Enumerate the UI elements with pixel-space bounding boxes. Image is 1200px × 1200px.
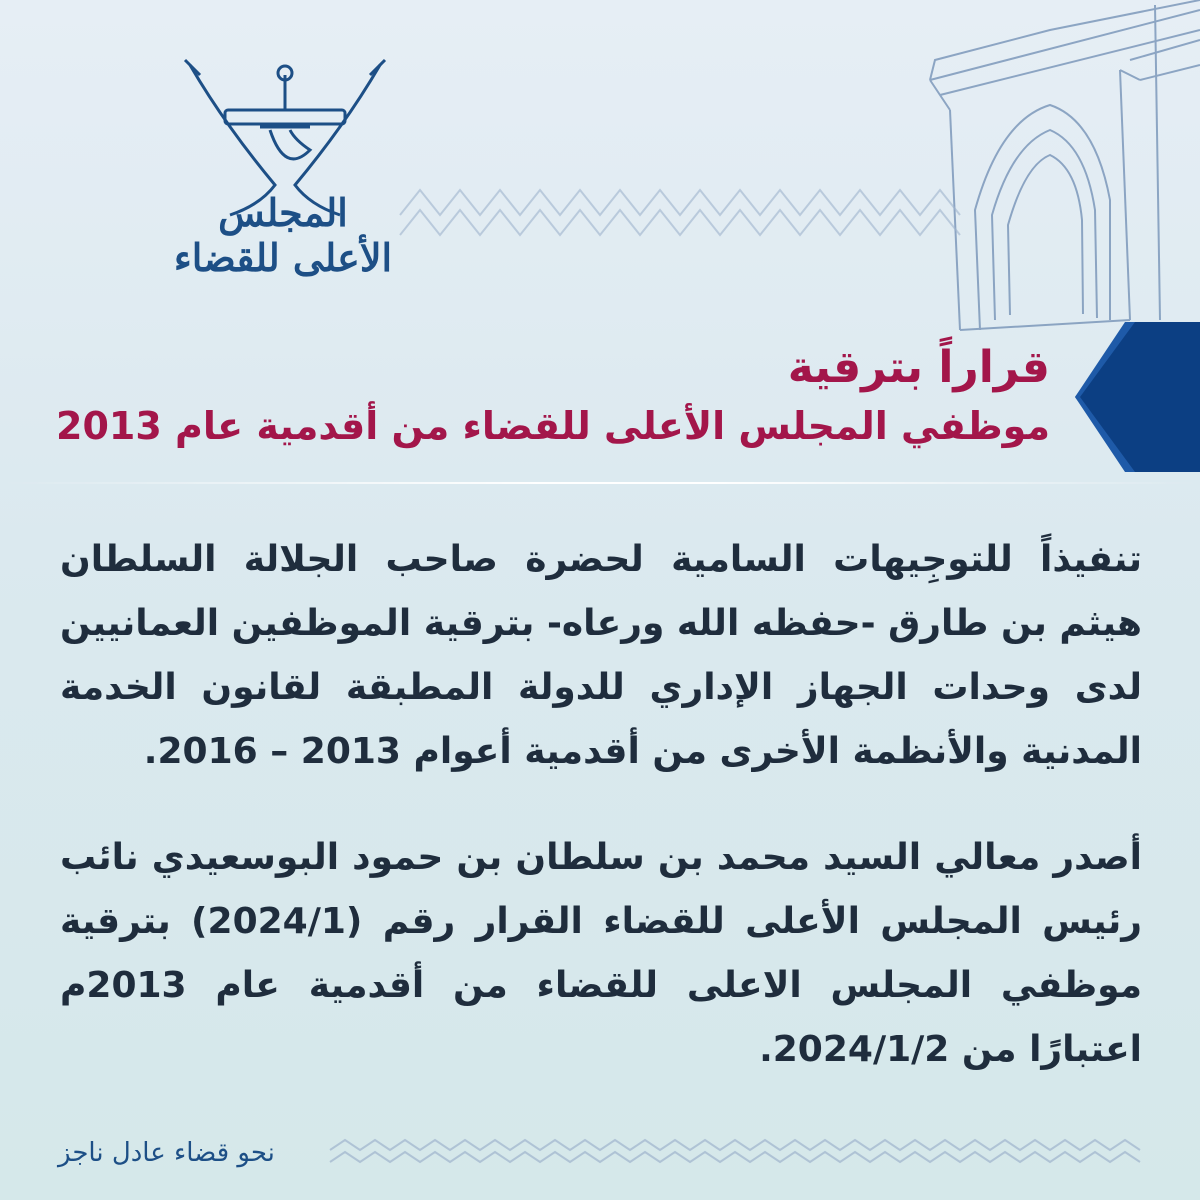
left-chevron-shape <box>1075 322 1200 472</box>
title-line-1: قراراً بترقية <box>787 342 1050 393</box>
footer-zigzag-pattern <box>330 1140 1140 1162</box>
title-line-2: موظفي المجلس الأعلى للقضاء من أقدمية عام 2013 <box>56 404 1050 448</box>
paragraph-directive: تنفيذاً للتوجِيهات السامية لحضرة صاحب الجلالة السلطان هيثم بن طارق -حفظه الله ورعاه- بترقية الموظفين العمانيين لدى وحدات الجهاز الإداري للدولة المطبقة لقانون الخدمة المدنية والأنظمة الأخرى من أقدمية أعوام 2013 – 2016. <box>60 539 1142 772</box>
arch-gate-illustration <box>930 0 1200 330</box>
announcement-body <box>60 528 1142 1082</box>
zigzag-pattern <box>400 190 960 235</box>
paragraph-decision: أصدر معالي السيد محمد بن سلطان بن حمود البوسعيدي نائب رئيس المجلس الأعلى للقضاء القرار رقم (2024/1) بترقية موظفي المجلس الاعلى للقضاء من أقدمية عام 2013م اعتبارًا من 2024/1/2. <box>60 837 1142 1070</box>
organization-name: المجلس الأعلى للقضاء <box>173 190 393 280</box>
decision-title <box>56 340 1050 452</box>
footer-slogan: نحو قضاء عادل ناجز <box>58 1138 275 1168</box>
divider-line <box>0 482 1200 484</box>
